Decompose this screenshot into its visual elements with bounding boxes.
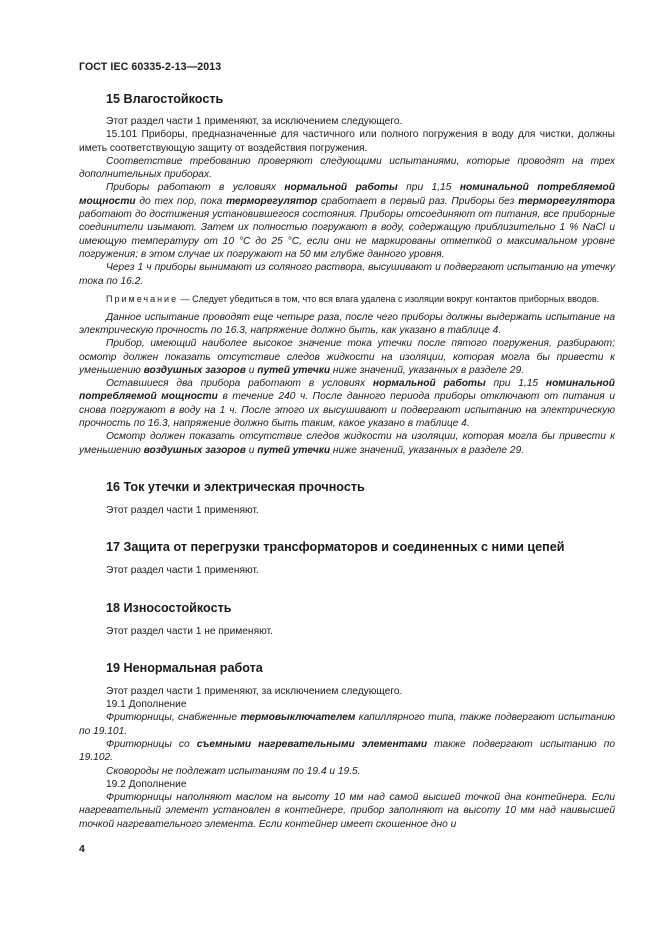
s16-text: Этот раздел части 1 применяют. [106, 504, 259, 516]
s15-repeat-test: Данное испытание проводят еще четыре раза, после чего приборы должны выдержать испытание на электрическую прочность по 16.3, напряжение должно быть, как указано в таблице 4. [79, 311, 615, 336]
s15-after-immersion: Через 1 ч приборы вынимают из соляного раствора, высушивают и подвергают испытанию на утечку тока по 16.2. [79, 262, 615, 287]
section-15-title: 15 Влагостойкость [106, 92, 224, 106]
standard-header: ГОСТ IEC 60335-2-13—2013 [79, 61, 222, 73]
s15-remaining-two: Оставшиеся два прибора работают в условиях нормальной работы при 1,15 номинальной потребляемой мощности в течение 240 ч. После данного периода приборы отключают от питания и снова погружают в воду на 1 ч. После этого их высушивают и подвергают испытанию на электрическую прочность по 16.3, напряжение должно быть таким, какое указано в таблице 4. [79, 378, 615, 430]
s19-2-addition: 19.2 Дополнение [106, 778, 187, 790]
s15-test-procedure: Приборы работают в условиях нормальной работы при 1,15 номинальной потребляемой мощности до тех пор, пока терморегулятор сработает в первый раз. Приборы без терморегулятора работают до достижения установившегося состояния. Приборы отсоединяют от питания, все приборные соединители изымают. Затем их полностью погружают в воду, содержащую приблизительно 1 % NaCl и имеющую температуру от 10 °С до 25 °С, если они не маркированы отметкой о максимальном уровне погружения; в этом случае их погружают на 50 мм глубже данного уровня. [79, 182, 615, 260]
s19-fryers-detachable: Фритюрницы со съемными нагревательными элементами также подвергают испытанию по 19.102. [79, 739, 615, 764]
s19-intro: Этот раздел части 1 применяют, за исключением следующего. [106, 685, 403, 697]
page-number: 4 [79, 843, 85, 855]
section-19-title: 19 Ненормальная работа [106, 660, 263, 675]
s15-intro: Этот раздел части 1 применяют, за исключением следующего. [106, 116, 403, 127]
section-17-title: 17 Защита от перегрузки трансформаторов и соединенных с ними цепей [106, 540, 565, 555]
section-18-title: 18 Износостойкость [106, 600, 232, 615]
s19-1-addition: 19.1 Дополнение [106, 699, 187, 711]
s15-101: 15.101 Приборы, предназначенные для частичного или полного погружения в воду для чистки, должны иметь соответствующую защиту от воздействия погружения. [79, 129, 615, 154]
note-label: Примечание [106, 293, 179, 304]
s15-final-inspection: Осмотр должен показать отсутствие следов жидкости на изоляции, которая могла бы привести к уменьшению воздушных зазоров и путей утечки ниже значений, указанных в разделе 29. [79, 431, 615, 456]
s15-compliance: Соответствие требованию проверяют следующими испытаниями, которые проводят на трех дополнительных приборах. [79, 155, 615, 181]
s19-fryers-thermal-cutout: Фритюрницы, снабженные термовыключателем капиллярного типа, также подвергают испытанию по 19.101. [79, 712, 616, 737]
s15-note: Примечание — Следует убедиться в том, что вся влага удалена с изоляции вокруг контактов приборных вводов. [106, 293, 600, 304]
section-16-title: 16 Ток утечки и электрическая прочность [106, 479, 365, 494]
s19-fryers-oil-fill: Фритюрницы наполняют маслом на высоту 10 мм над самой высшей точкой дна контейнера. Если нагревательный элемент установлен в контейнере, прибор заполняют на высоту 10 мм над наивысшей точкой нагревательного элемента. Если контейнер имеет скошенное дно и [79, 792, 615, 830]
s17-text: Этот раздел части 1 применяют. [106, 565, 259, 577]
s18-text: Этот раздел части 1 не применяют. [106, 625, 273, 637]
s19-frying-pans: Сковороды не подлежат испытаниям по 19.4 и 19.5. [106, 765, 361, 777]
page-content [79, 90, 615, 831]
s15-inspection: Прибор, имеющий наиболее высокое значение тока утечки после пятого погружения, разбирают; осмотр должен показать отсутствие следов жидкости на изоляции, которая могла бы привести к уменьшению воздушных зазоров и путей утечки ниже значений, указанных в разделе 29. [79, 338, 615, 376]
